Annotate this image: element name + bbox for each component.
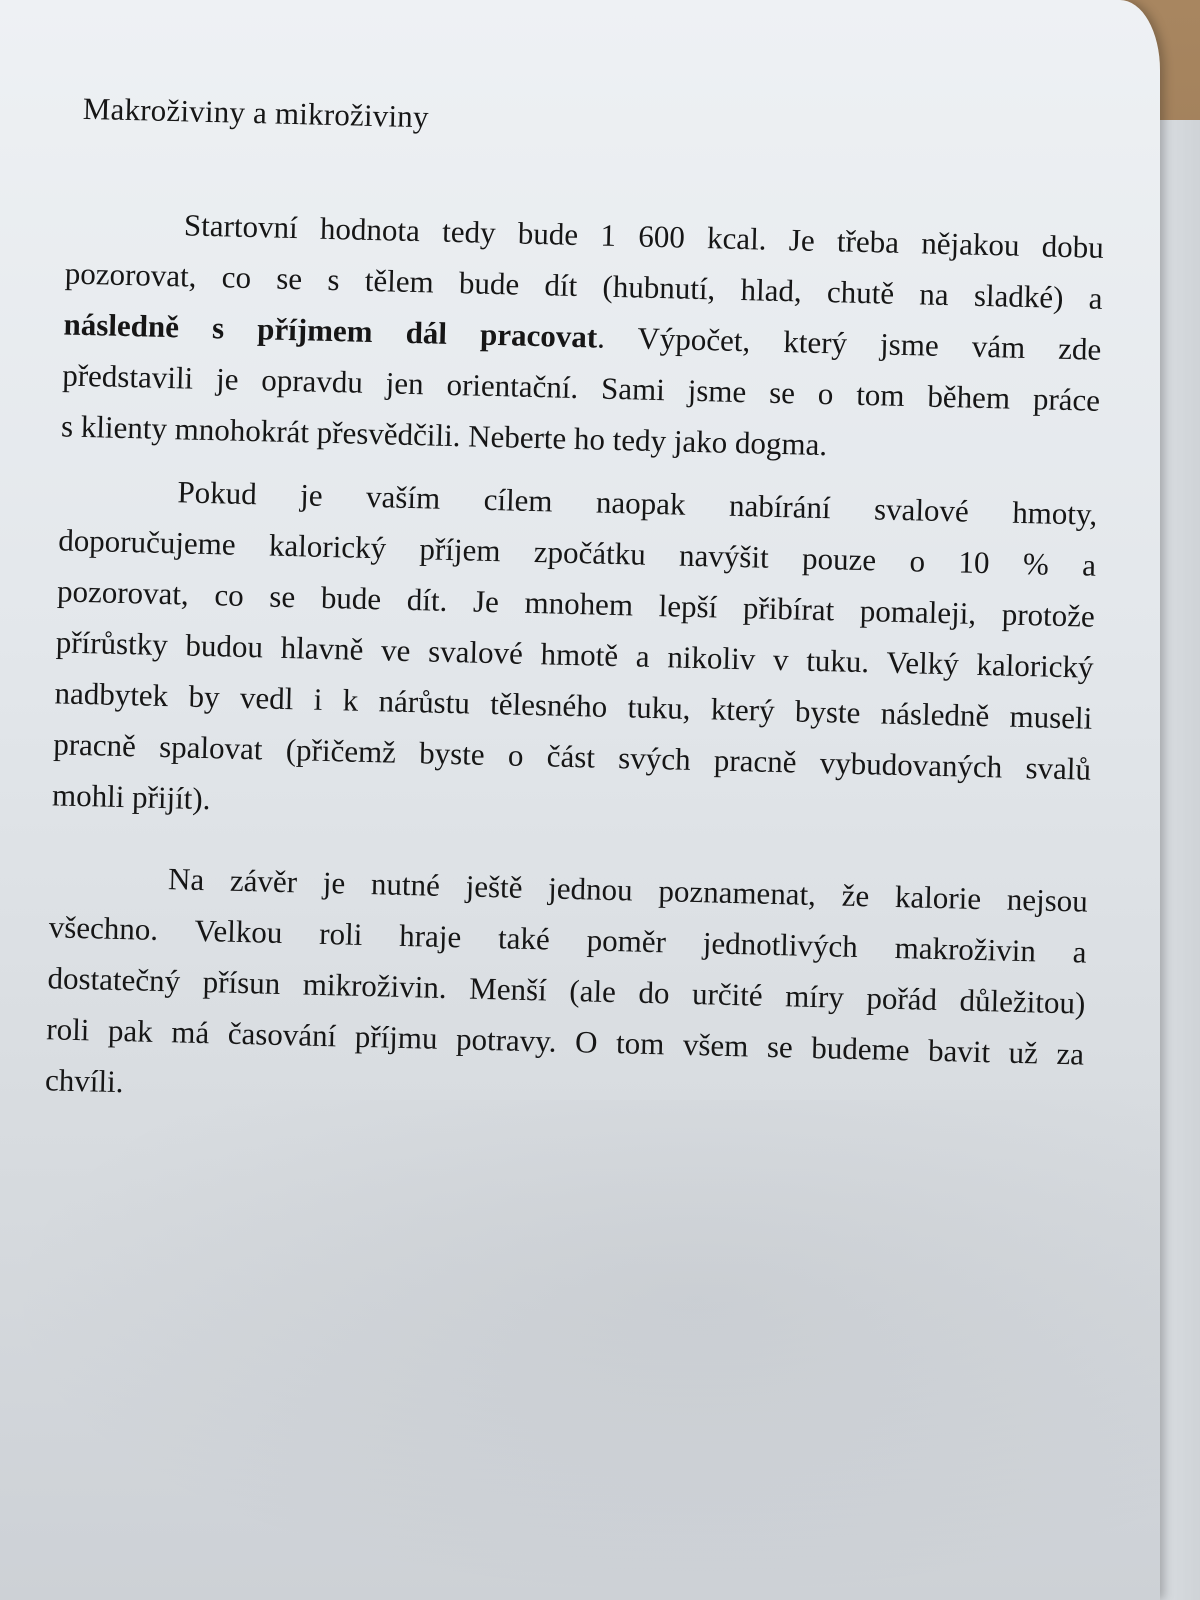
paragraph-2-line-4: přírůstky budou hlavně ve svalové hmotě a nikoliv v tuku. Velký kalorický bbox=[55, 624, 1094, 685]
paragraph-2-line-3: pozorovat, co se bude dít. Je mnohem lepší přibírat pomaleji, protože bbox=[56, 573, 1096, 634]
paragraph-1-line-4: představili je opravdu jen orientační. Sami jsme se o tom během práce bbox=[61, 357, 1101, 418]
paragraph-1-line-3-rest: . Výpočet, který jsme vám zde bbox=[596, 319, 1102, 367]
paragraph-1 bbox=[38, 196, 1104, 477]
paragraph-2-line-5: nadbytek by vedl i k nárůstu tělesného tuku, který byste následně museli bbox=[54, 675, 1093, 736]
paragraph-1-line-2: pozorovat, co se s tělem bude dít (hubnutí, hlad, chutě na sladké) a bbox=[64, 255, 1103, 316]
paragraph-3-line-2: všechno. Velkou roli hraje také poměr jednotlivých makroživin a bbox=[48, 909, 1087, 970]
page-shading bbox=[0, 1100, 1160, 1600]
paragraph-2-line-6: pracně spalovat (přičemž byste o část svých pracně vybudovaných svalů bbox=[52, 726, 1092, 787]
paragraph-3-line-4: roli pak má časování příjmu potravy. O tom všem se budeme bavit už za bbox=[45, 1011, 1085, 1072]
paragraph-3 bbox=[23, 850, 1089, 1131]
paragraph-3-line-3: dostatečný přísun mikroživin. Menší (ale do určité míry pořád důležitou) bbox=[47, 960, 1086, 1021]
paragraph-2 bbox=[29, 463, 1097, 846]
paragraph-2-line-2: doporučujeme kalorický příjem zpočátku navýšit pouze o 10 % a bbox=[57, 522, 1097, 583]
page-heading: Makroživiny a mikroživiny bbox=[82, 90, 430, 135]
paragraph-2-line-7: mohli přijít). bbox=[51, 777, 211, 817]
page-text bbox=[23, 62, 1108, 1131]
paragraph-3-line-5: chvíli. bbox=[44, 1062, 124, 1100]
paragraph-1-line-5: s klienty mnohokrát přesvědčili. Neberte ho tedy jako dogma. bbox=[60, 408, 828, 463]
paragraph-2-line-1: Pokud je vaším cílem naopak nabírání svalové hmoty, bbox=[177, 474, 1098, 532]
bold-phrase: následně s příjmem dál pracovat bbox=[63, 306, 598, 355]
paragraph-1-line-1: Startovní hodnota tedy bude 1 600 kcal. Je třeba nějakou dobu bbox=[183, 207, 1105, 265]
paragraph-3-line-1: Na závěr je nutné ještě jednou poznamenat, že kalorie nejsou bbox=[167, 861, 1089, 919]
